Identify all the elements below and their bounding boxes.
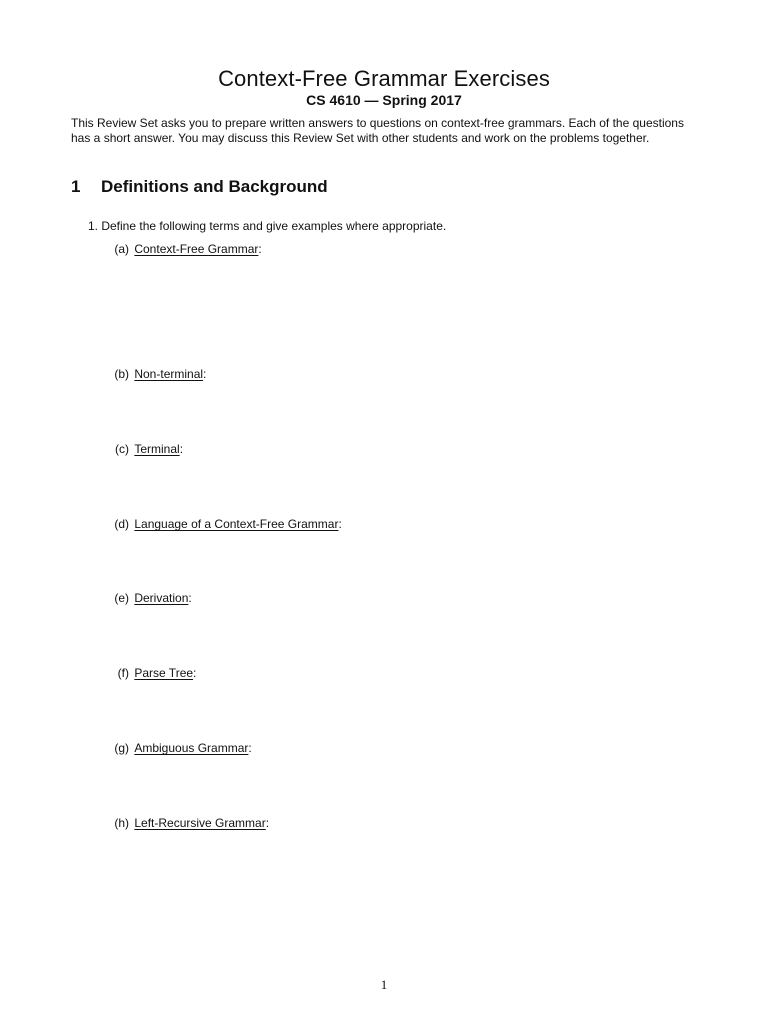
item-term: Left-Recursive Grammar bbox=[134, 816, 266, 830]
item-term: Non-terminal bbox=[134, 367, 204, 381]
page-number: 1 bbox=[380, 977, 388, 992]
intro-paragraph: This Review Set asks you to prepare written answers to questions on context-free grammars. Each of the questions has a short answer. You may discuss this Review Set with other students and work on the problems together. bbox=[71, 116, 684, 145]
item-term: Ambiguous Grammar bbox=[134, 741, 249, 755]
item-term: Language of a Context-Free Grammar bbox=[134, 517, 339, 531]
item-label: (e) bbox=[114, 591, 129, 605]
item-term: Terminal bbox=[134, 442, 180, 456]
definition-item bbox=[100, 816, 269, 830]
document-subtitle: CS 4610 — Spring 2017 bbox=[306, 92, 462, 108]
question-1: 1. Define the following terms and give examples where appropriate. bbox=[88, 219, 447, 233]
item-term: Derivation bbox=[134, 591, 189, 605]
item-label: (b) bbox=[114, 367, 129, 381]
item-term: Parse Tree bbox=[134, 666, 194, 680]
item-suffix: : bbox=[338, 517, 342, 531]
section-heading bbox=[71, 177, 328, 197]
definition-item bbox=[100, 517, 342, 531]
item-label: (f) bbox=[117, 666, 129, 680]
item-label: (g) bbox=[114, 741, 129, 755]
item-suffix: : bbox=[179, 442, 184, 456]
item-label: (c) bbox=[115, 442, 129, 456]
item-label: (d) bbox=[114, 517, 129, 531]
definition-item bbox=[100, 367, 206, 381]
item-suffix: : bbox=[193, 666, 197, 680]
definition-item bbox=[100, 666, 196, 680]
item-suffix: : bbox=[248, 741, 252, 755]
item-suffix: : bbox=[203, 367, 207, 381]
definition-item bbox=[100, 741, 252, 755]
item-term: Context-Free Grammar bbox=[134, 242, 259, 256]
item-suffix: : bbox=[265, 816, 270, 830]
item-label: (h) bbox=[114, 816, 129, 830]
document-title: Context-Free Grammar Exercises bbox=[218, 66, 550, 91]
item-suffix: : bbox=[258, 242, 262, 256]
item-suffix: : bbox=[188, 591, 192, 605]
definition-item bbox=[100, 591, 192, 605]
item-label: (a) bbox=[114, 242, 129, 256]
definition-item bbox=[100, 442, 183, 456]
definition-item bbox=[100, 242, 262, 256]
section-title: Definitions and Background bbox=[101, 177, 328, 196]
section-number: 1 bbox=[71, 177, 81, 196]
